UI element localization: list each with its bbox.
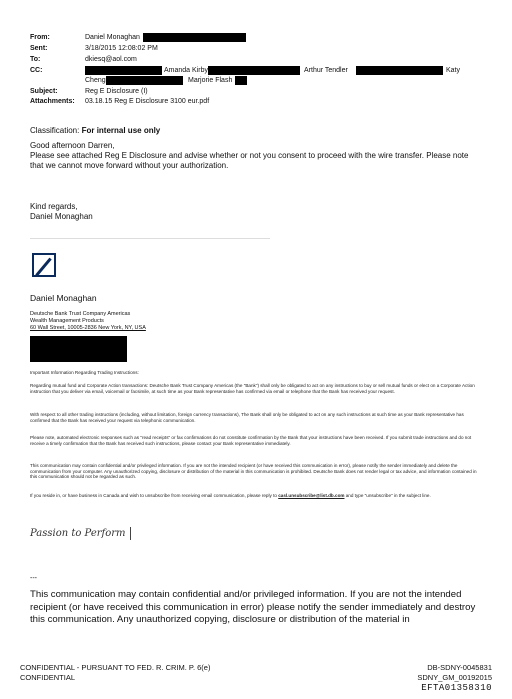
fine-print-p5 [30, 493, 485, 499]
cc-arthur-tendler: Arthur Tendler [304, 67, 348, 74]
tagline-bar [130, 527, 131, 540]
attachments-label: Attachments: [30, 98, 75, 105]
closing: Kind regards, [30, 202, 78, 211]
fine-print-p5-pre: If you reside in, or have business in Canada and wish to unsubscribe from receiving email communication, please reply to [30, 493, 279, 498]
separator-dash: --- [30, 575, 37, 582]
deutsche-bank-logo-icon [32, 253, 56, 277]
cc-katy: Katy [446, 67, 461, 74]
redaction-cc-3 [356, 66, 443, 75]
logo-slash [35, 258, 51, 277]
body-paragraph: Please see attached Reg E Disclosure and advise whether or not you consent to proceed with the wire transfer. Please note that we cannot move forward without your authorization. [30, 151, 469, 170]
divider [30, 238, 270, 239]
sent-value: 3/18/2015 12:08:02 PM [85, 45, 158, 52]
classification-value: For internal use only [81, 126, 161, 135]
greeting: Good afternoon Darren, [30, 141, 115, 150]
tagline: Passion to Perform [30, 528, 126, 539]
signature-name: Daniel Monaghan [30, 293, 97, 303]
classification [30, 126, 160, 135]
classification-prefix: Classification: [30, 126, 82, 135]
cc-cheng: Cheng [85, 77, 106, 84]
signature-company: Deutsche Bank Trust Company Americas [30, 311, 131, 317]
fine-print-p2: With respect to all other trading instructions (including, without limitation, foreign currency transactions), The Bank shall only be obligated to act on any such instructions at such time as your Bank representative has confirmed that the Bank has received your request via telephonic communication. [30, 412, 464, 423]
to-value: dkiesq@aol.com [85, 56, 137, 63]
cc-label: CC: [30, 67, 43, 74]
footer-efta-id: EFTA01358310 [421, 683, 492, 693]
fine-print-p1: Regarding mutual fund and Corporate Action transactions: Deutsche Bank Trust Company Americas (the "Bank") shall only be obligated to act on any instructions to buy or sell mutual funds or elect on a Corporate Action instruction that you deliver via email, voicemail or facsimile, at such time as your Bank representative has confirmed via email or telephone that the Bank has received your request. [30, 383, 475, 394]
redaction-cc-1 [85, 66, 162, 75]
redaction-from [143, 33, 246, 42]
fine-print-p3: Please note, automated electronic responses such as "read receipts" or fax confirmations do not constitute confirmation by the Bank that your instructions have been received. If you submit trade instructions and do not receive a timely confirmation that the Bank has received such instructions, please contact your Bank representative immediately. [30, 435, 472, 446]
fine-print-p4: This communication may contain confidential and/or privileged information. If you are not the intended recipient (or have received this communication in error), please notify the sender immediately and delete the communication from your computer. Any unauthorized copying, disclosure or distribution of the material in this communication is prohibited. Deutsche Bank does not render legal or tax advice, and information contained in this communication should not be regarded as such. [30, 463, 477, 480]
redaction-cc-4 [106, 76, 183, 85]
subject-label: Subject: [30, 88, 58, 95]
footer-bates-sdny: SDNY_GM_00192015 [417, 673, 492, 682]
sent-label: Sent: [30, 45, 48, 52]
from-value: Daniel Monaghan [85, 34, 140, 41]
cc-marjorie-flash: Marjorie Flash [188, 77, 233, 84]
closing-name: Daniel Monaghan [30, 212, 93, 221]
footer-confidential: CONFIDENTIAL [20, 673, 76, 682]
to-label: To: [30, 56, 41, 63]
from-label: From: [30, 34, 50, 41]
subject-value: Reg E Disclosure (I) [85, 88, 148, 95]
cc-amanda-kirby: Amanda Kirby [164, 67, 208, 74]
signature-division: Wealth Management Products [30, 318, 104, 324]
fine-print-heading: Important Information Regarding Trading Instructions: [30, 370, 139, 375]
footer-confidential-rule: CONFIDENTIAL - PURSUANT TO FED. R. CRIM. P. 6(e) [20, 663, 211, 672]
unsubscribe-email-link[interactable]: casl.unsubscribe@list.db.com [278, 493, 345, 498]
redaction-cc-2 [208, 66, 300, 75]
redaction-signature [30, 336, 127, 362]
footer-bates-db: DB-SDNY-0045831 [427, 663, 492, 672]
redaction-cc-5 [235, 76, 247, 85]
signature-address[interactable]: 60 Wall Street, 10005-2836 New York, NY, USA [30, 325, 146, 331]
disclaimer: This communication may contain confidential and/or privileged information. If you are not the intended recipient (or have received this communication in error) please notify the sender immediately and destroy this communication. Any unauthorized copying, disclosure or distribution of the material in [30, 589, 476, 625]
attachment-link[interactable]: 03.18.15 Reg E Disclosure 3100 eur.pdf [85, 98, 210, 105]
fine-print-p5-post: and type "unsubscribe" in the subject line. [344, 493, 431, 498]
